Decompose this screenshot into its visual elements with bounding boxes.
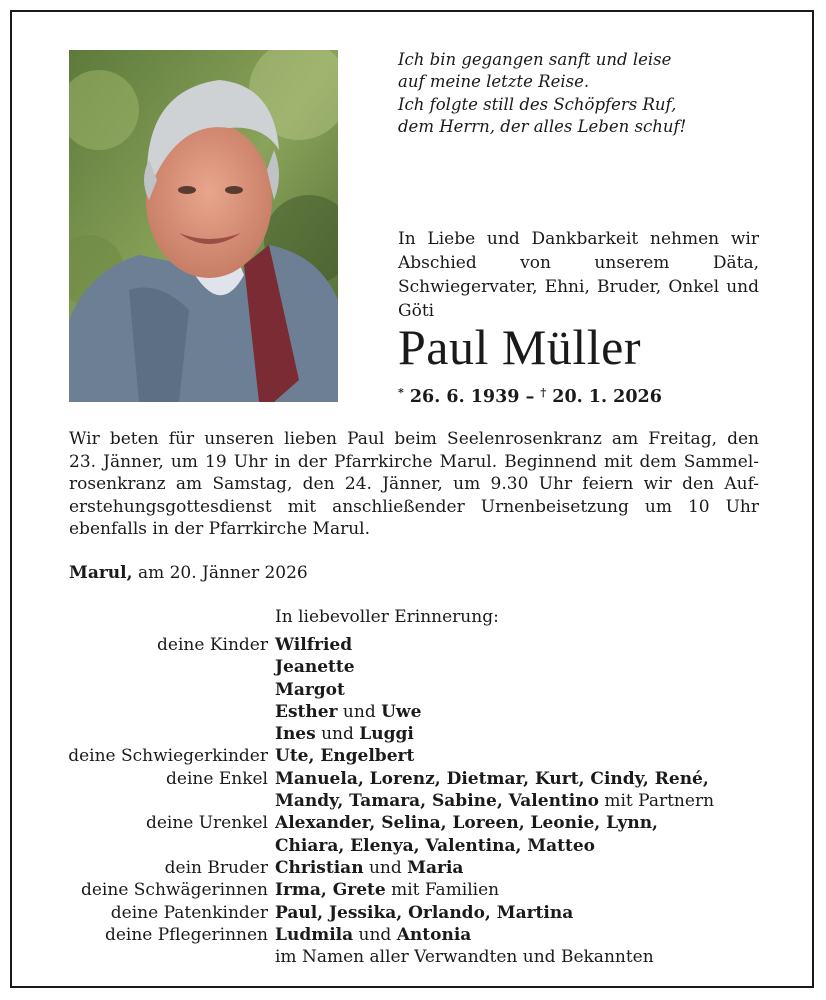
portrait-photo [69,50,338,402]
mourner-name: Maria [407,857,464,878]
place-date [69,563,308,583]
mourner-row [40,924,714,946]
connector-text: und [363,857,408,878]
relation-label [40,701,275,723]
mourner-names [275,902,573,924]
mourner-name: Christian [275,857,364,878]
mourner-name: Manuela, Lorenz, Dietmar, Kurt, Cindy, René, [275,768,709,789]
connector-text: und [315,724,360,745]
mourner-row [40,634,714,656]
poem-line: Ich folgte still des Schöpfers Ruf, [398,94,677,114]
relation-label [40,790,275,812]
mourner-name: Ines [275,724,316,745]
announcement-line: erstehungsgottesdienst mit anschließender Urnenbeisetzung um 10 Uhr [69,496,759,517]
notice-date: am 20. Jänner 2026 [137,563,308,583]
mourner-name: Wilfried [275,635,353,655]
mourner-row [40,902,714,924]
mourner-name: Ludmila [275,924,354,945]
mourner-row [40,723,714,745]
mourner-row [40,835,714,857]
mourner-names [275,656,355,678]
mourner-name: Antonia [396,924,472,945]
mourner-names [275,924,471,946]
mourner-name: Jeanette [275,657,355,678]
relation-label [40,723,275,745]
mourner-row [40,745,714,767]
mourner-names [275,768,709,790]
mourner-row [40,768,714,790]
mourner-row [40,701,714,723]
life-dates [398,386,662,407]
relation-label: deine Pflegerinnen [104,924,268,945]
relation-label: deine Schwägerinnen [80,880,268,901]
announcement-line: 23. Jänner, um 19 Uhr in der Pfarrkirche Marul. Beginnend mit dem Sammel- [69,451,759,472]
mourner-row [40,879,714,901]
mourner-names [275,723,414,745]
mourner-row [40,656,714,678]
relation-label [40,835,275,857]
announcement-line: ebenfalls in der Pfarrkirche Marul. [69,519,371,540]
mourner-name: Luggi [359,724,414,745]
birth-mark: * [398,386,404,399]
mourner-row [40,790,714,812]
mourner-names [275,745,414,767]
mourner-name: Ute, Engelbert [275,746,415,767]
mourner-names [275,857,463,879]
memory-title: In liebevoller Erinnerung: [275,607,499,627]
poem-line: auf meine letzte Reise. [398,72,590,92]
deceased-name: Paul Müller [398,319,641,375]
poem [398,49,728,139]
mourner-row [40,812,714,834]
mourner-names [275,679,345,701]
connector-text: mit Partnern [598,791,715,812]
place-name: Marul, [69,563,133,583]
birth-date: 26. 6. 1939 [409,387,520,407]
mourner-names [275,879,499,901]
mourner-row [40,946,714,968]
relation-label: deine Kinder [157,635,268,655]
relation-label [40,679,275,701]
relation-label: deine Patenkinder [110,902,268,923]
announcement-line: rosenkranz am Samstag, den 24. Jänner, um 9.30 Uhr feiern wir den Auf- [69,474,759,495]
connector-text: im Namen aller Verwandten und Bekannten [275,947,654,968]
mourner-names [275,634,352,656]
relation-label: deine Schwiegerkinder [68,746,268,767]
death-mark: † [540,386,547,399]
death-date: 20. 1. 2026 [552,387,662,407]
connector-text: und [353,924,397,945]
mourner-names [275,812,658,834]
connector-text: mit Familien [385,880,500,901]
connector-text: und [337,701,382,722]
date-separator: – [525,387,535,407]
mourner-names [275,790,714,812]
relation-label: dein Bruder [164,857,268,878]
announcement-line: Wir beten für unseren lieben Paul beim Seelenrosenkranz am Freitag, den [69,429,759,449]
relation-label [40,946,275,968]
mourner-name: Esther [275,701,338,722]
mourner-names [275,701,421,723]
relation-label: deine Urenkel [145,813,268,834]
relation-label [40,656,275,678]
mourner-name: Irma, Grete [275,880,386,901]
relation-label: deine Enkel [166,768,268,789]
service-announcement [69,428,759,541]
mourner-name: Mandy, Tamara, Sabine, Valentino [275,791,599,812]
mourner-list [40,634,714,968]
intro-text: In Liebe und Dankbarkeit nehmen wir Abschied von unserem Däta, Schwiegervater, Ehni, Bruder, Onkel und Göti [398,229,759,321]
poem-line: Ich bin gegangen sanft und leise [398,50,672,69]
mourner-name: Paul, Jessika, Orlando, Martina [275,902,574,923]
mourner-row [40,679,714,701]
mourner-name: Alexander, Selina, Loreen, Leonie, Lynn, [275,813,658,834]
mourner-name: Uwe [381,701,422,722]
mourner-names [275,835,595,857]
poem-line: dem Herrn, der alles Leben schuf! [398,117,687,137]
mourner-row [40,857,714,879]
mourner-name: Margot [275,679,345,700]
mourner-name: Chiara, Elenya, Valentina, Matteo [275,835,595,856]
mourner-names [275,946,654,968]
